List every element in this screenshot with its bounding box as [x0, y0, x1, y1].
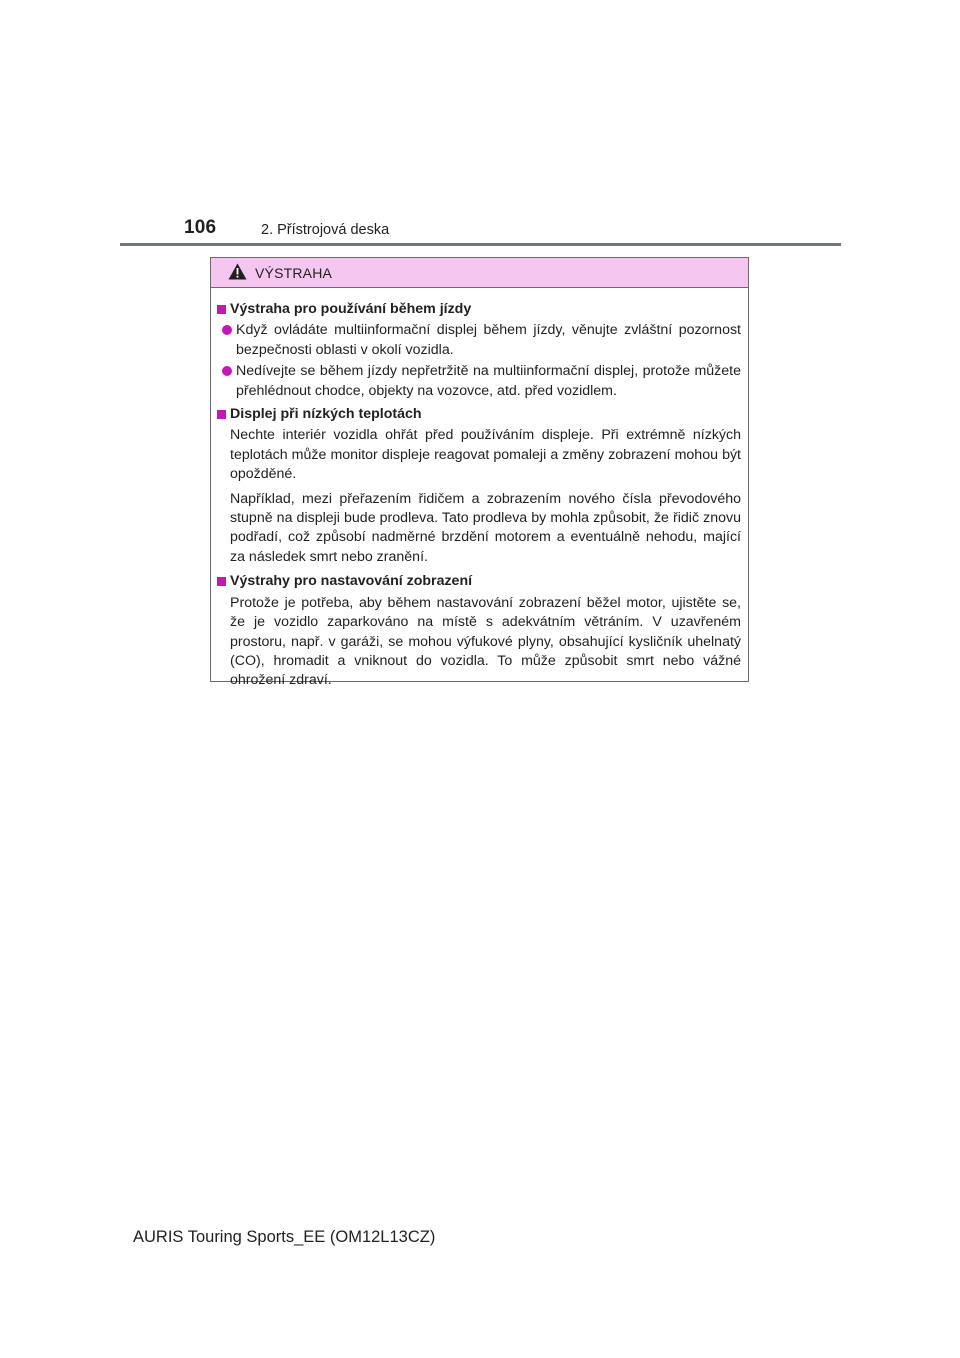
round-bullet-icon: [222, 366, 232, 376]
round-bullet-icon: [222, 325, 232, 335]
footer-model-code: AURIS Touring Sports_EE (OM12L13CZ): [133, 1228, 436, 1246]
section-heading-text: Displej při nízkých teplotách: [230, 406, 422, 423]
square-bullet-icon: [217, 577, 226, 586]
section-title: 2. Přístrojová deska: [261, 222, 390, 238]
warning-header: [211, 258, 748, 288]
square-bullet-icon: [217, 410, 226, 419]
header-rule: [120, 243, 841, 246]
paragraph: Například, mezi přeřazením řidičem a zobrazením nového čísla převodového stupně na displeji bude prodleva. Tato prodleva by mohla způsobit, že řidič znovu podřadí, což způsobí nadměrné brzdění motorem a eventuálně nehodu, mající za následek smrt nebo zranění.: [230, 490, 741, 565]
paragraph: Protože je potřeba, aby během nastavování zobrazení běžel motor, ujistěte se, že je vozidlo zaparkováno na místě s adekvátním větráním. V uzavřeném prostoru, např. v garáži, se mohou výfukové plyny, obsahující kysličník uhelnatý (CO), hromadit a vniknout do vozidla. To může způsobit smrt nebo vážné ohrožení zdraví.: [230, 594, 741, 689]
section-heading-text: Výstraha pro používání během jízdy: [230, 301, 472, 317]
bullet-text: Nedívejte se během jízdy nepřetržitě na multiinformační displej, protože můžete přehlédnout chodce, objekty na vozovce, atd. před vozidlem.: [236, 363, 741, 399]
square-bullet-icon: [217, 305, 226, 314]
warning-box: [210, 257, 749, 689]
paragraph: Nechte interiér vozidla ohřát před používáním displeje. Při extrémně nízkých teplotách může monitor displeje reagovat pomaleji a změny zobrazení mohou být opožděné.: [230, 427, 741, 483]
section-heading: [217, 300, 741, 319]
bullet-item: [218, 321, 741, 360]
bullet-item: [218, 362, 741, 401]
section-heading: [217, 405, 741, 424]
warning-body: [211, 288, 748, 691]
warning-title: VÝSTRAHA: [255, 265, 333, 281]
bullet-text: Když ovládáte multiinformační displej během jízdy, věnujte zvláštní pozornost bezpečnosti oblasti v okolí vozidla.: [236, 322, 741, 358]
page-number: 106: [184, 217, 217, 238]
warning-triangle-icon: [228, 263, 247, 280]
section-heading-text: Výstrahy pro nastavování zobrazení: [230, 573, 473, 590]
section-heading: [217, 572, 741, 591]
